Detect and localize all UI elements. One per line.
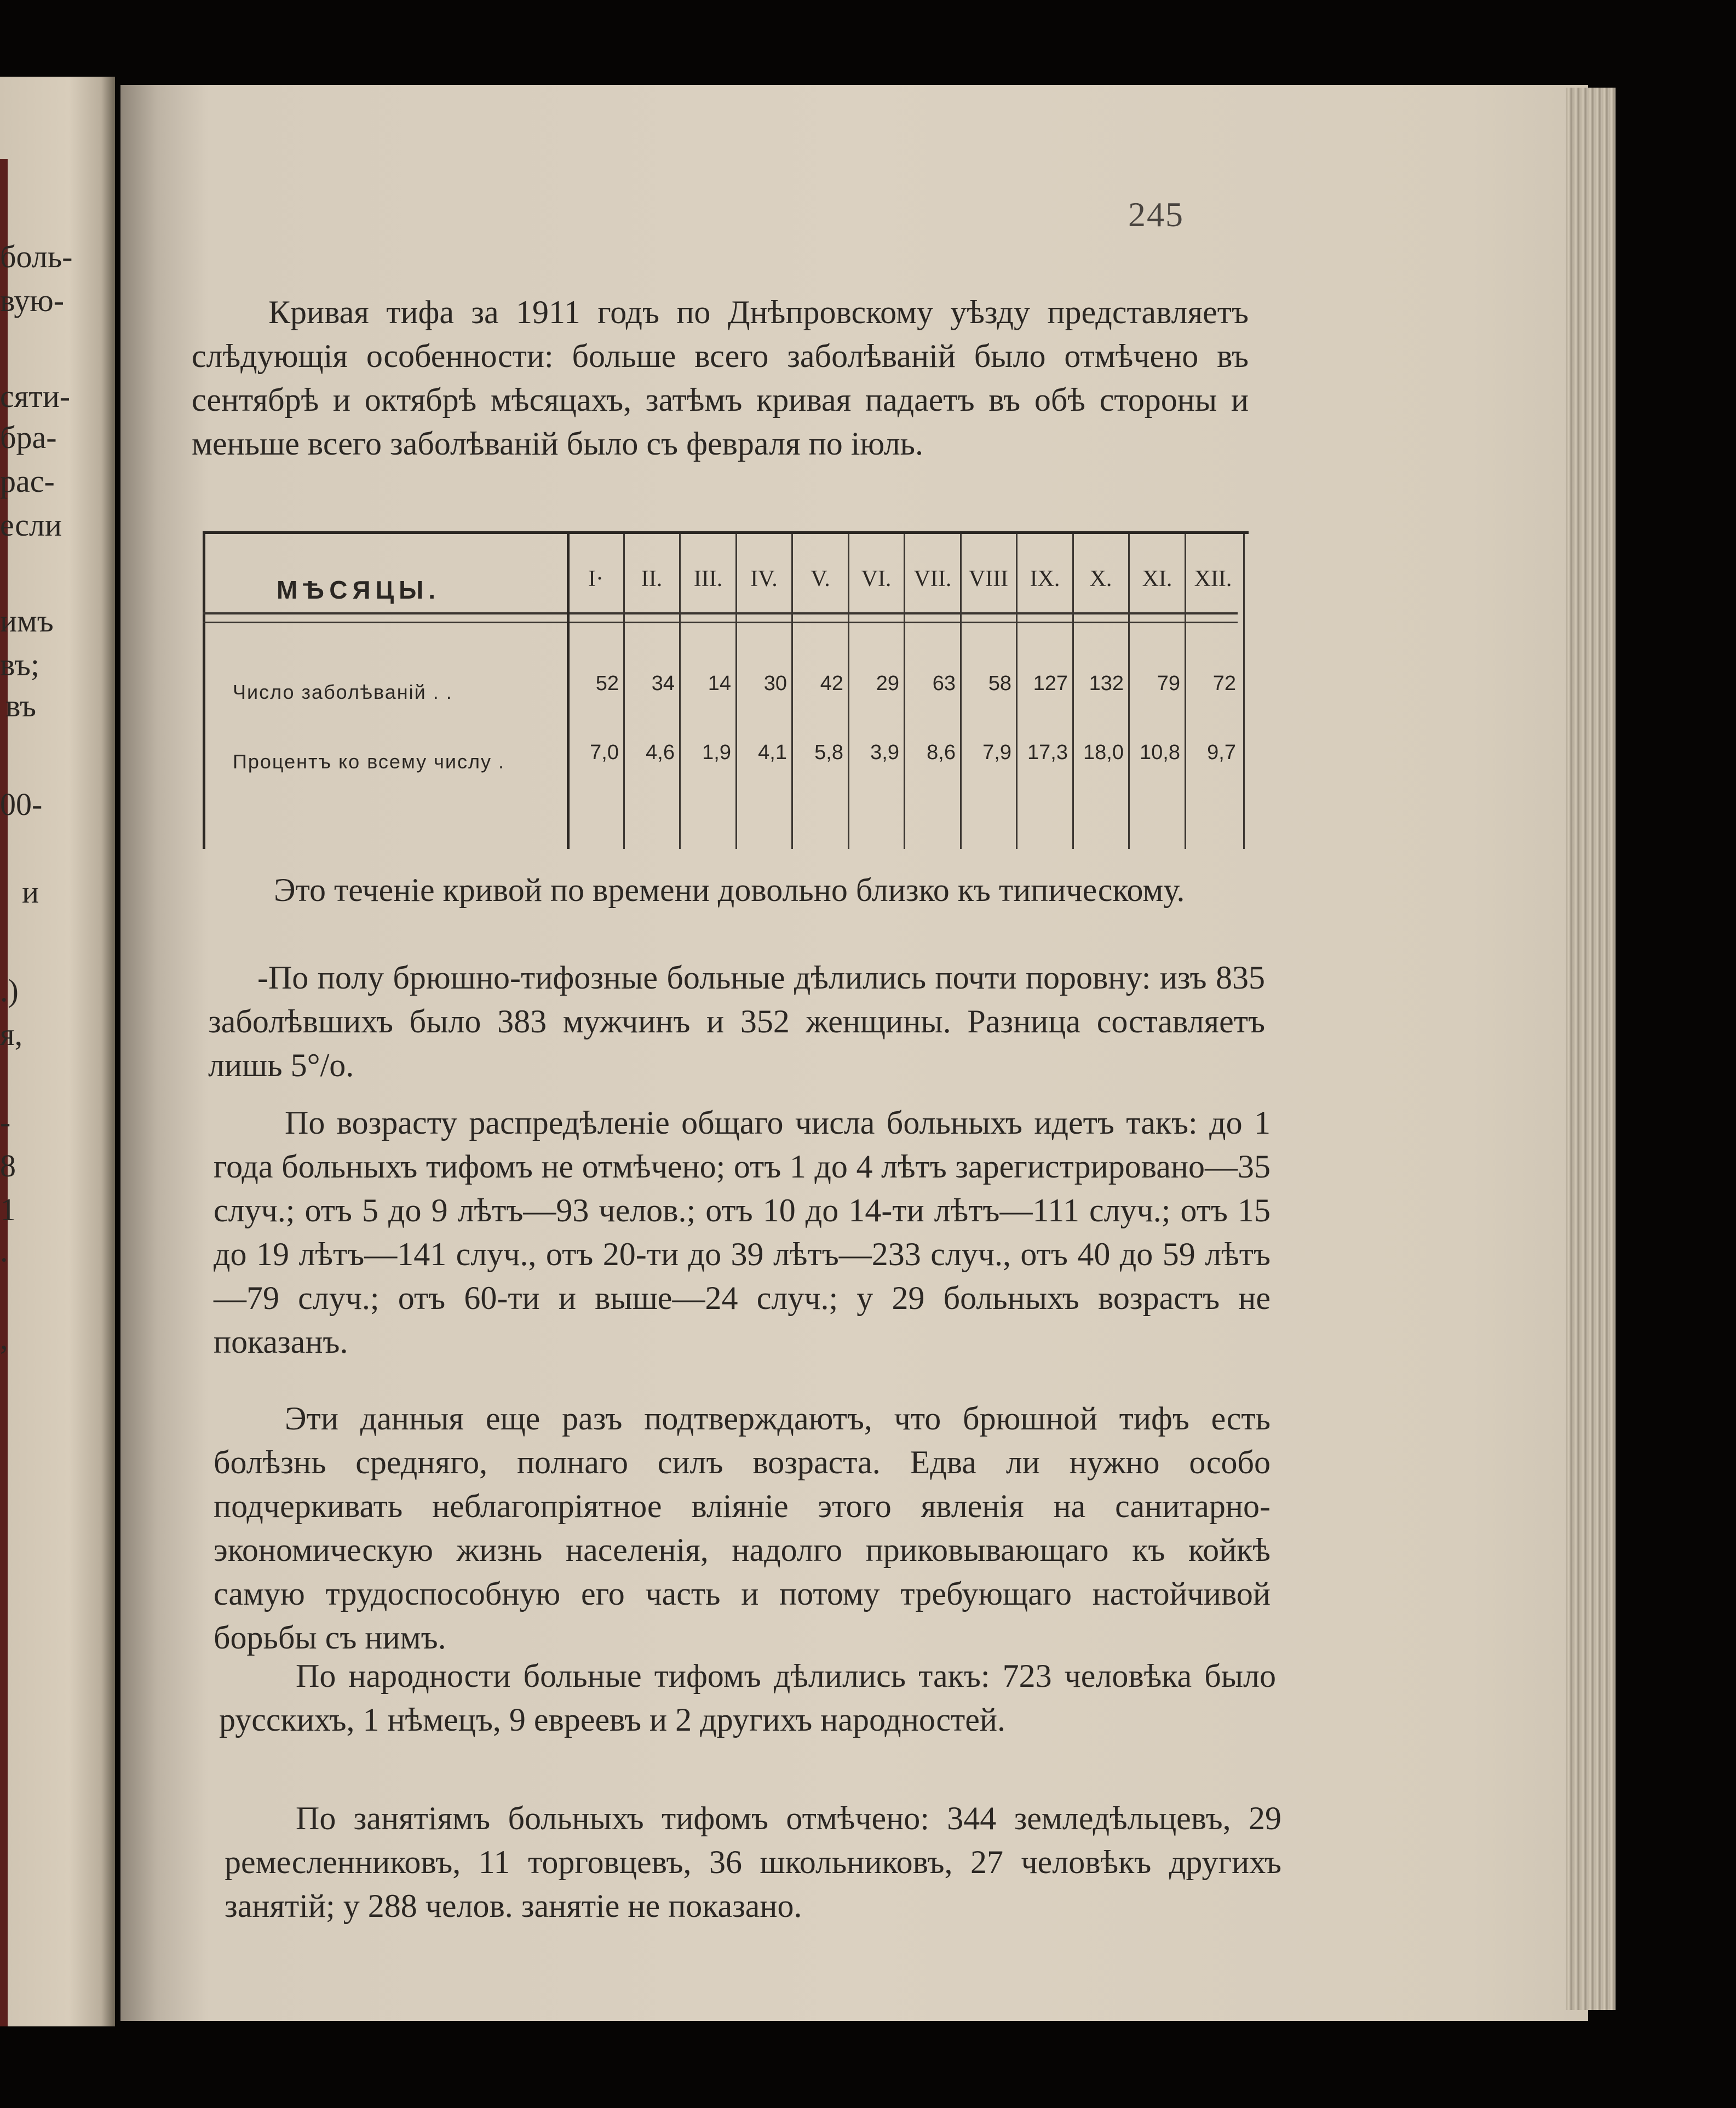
left-fragment: имъ (0, 603, 54, 639)
row-label-cases: Число заболѣваній . . (233, 681, 453, 703)
paragraph-by-sex: -По полу брюшно-тифозные больные дѣлились почти поровну: изъ 835 заболѣвшихъ было 383 мужчинъ и 352 женщины. Разница составляетъ лишь 5°/о. (208, 960, 1265, 1083)
left-page (0, 77, 115, 2026)
month-header: III. (693, 566, 723, 591)
table-cell: 42 (820, 672, 843, 695)
paragraph-by-age: По возрасту распредѣленіе общаго числа больныхъ идетъ такъ: до 1 года больныхъ тифомъ не отмѣчено; отъ 1 до 4 лѣтъ зарегистрировано—35 случ.; отъ 5 до 9 лѣтъ—93 челов.; отъ 10 до 14-ти лѣтъ—111 случ.; отъ 15 до 19 лѣтъ—141 случ., отъ 20-ти до 39 лѣтъ—233 случ., отъ 40 до 59 лѣтъ—79 случ.; отъ 60-ти и выше—24 случ.; у 29 больныхъ возрастъ не показанъ. (214, 1105, 1271, 1360)
left-fragment: если (0, 507, 62, 543)
table-header-rule (203, 612, 1238, 614)
left-fragment: 00- (0, 786, 43, 822)
table-cell: 14 (708, 672, 731, 695)
table-cell: 7,9 (982, 741, 1011, 764)
table-cell: 18,0 (1083, 741, 1124, 764)
paragraph-typical-course: Это теченіе кривой по времени довольно близко къ типическому. (274, 872, 1185, 908)
month-header: IX. (1030, 566, 1060, 591)
paragraph-by-occupation: По занятіямъ больныхъ тифомъ отмѣчено: 344 земледѣльцевъ, 29 ремесленниковъ, 11 торговцевъ, 36 школьниковъ, 27 человѣкъ другихъ занятій; у 288 челов. занятіе не показано. (225, 1800, 1281, 1924)
table-cell: 34 (651, 672, 675, 695)
table-cell: 17,3 (1027, 741, 1068, 764)
table-cell: 8,6 (927, 741, 956, 764)
left-fragment: 8 (0, 1148, 16, 1184)
table-cell: 1,9 (702, 741, 731, 764)
table-cell: 52 (595, 672, 619, 695)
column-rule (1243, 534, 1245, 849)
paragraph-by-nationality: По народности больные тифомъ дѣлились такъ: 723 человѣка было русскихъ, 1 нѣмецъ, 9 евреевъ и 2 другихъ народностей. (219, 1658, 1276, 1738)
left-fragment: въ (5, 688, 36, 723)
table-header-label: МѢСЯЦЫ. (277, 576, 440, 604)
table-header-rule (203, 622, 1238, 623)
month-header: VI. (861, 566, 892, 591)
month-header: II. (641, 566, 663, 591)
table-cell: 63 (932, 672, 956, 695)
left-fragment: 1 (0, 1192, 16, 1227)
left-fragment: и (22, 874, 39, 910)
left-fragment: въ; (0, 647, 40, 682)
row-label-percent: Процентъ ко всему числу . (233, 750, 505, 773)
left-fragment: бра- (0, 420, 57, 455)
month-header: VIII (968, 566, 1009, 591)
monthly-cases-table (203, 531, 1249, 849)
left-fragment: сяти- (0, 378, 71, 414)
table-cell: 29 (876, 672, 899, 695)
table-cell: 127 (1033, 672, 1068, 695)
page-edges (1566, 88, 1616, 2010)
table-cell: 79 (1157, 672, 1180, 695)
month-header: X. (1089, 566, 1112, 591)
month-header: IV. (750, 566, 778, 591)
table-cell: 10,8 (1140, 741, 1180, 764)
table-cell: 7,0 (590, 741, 619, 764)
left-fragment: .) (0, 973, 19, 1008)
table-cell: 58 (988, 672, 1011, 695)
month-header: XI. (1142, 566, 1172, 591)
month-header: VII. (913, 566, 952, 591)
left-fragment: боль- (0, 239, 73, 274)
table-left-rule (203, 534, 205, 849)
table-cell: 3,9 (870, 741, 899, 764)
left-fragment: я, (0, 1016, 23, 1052)
table-cell: 30 (763, 672, 787, 695)
paragraph-middle-age: Эти данныя еще разъ подтверждаютъ, что брюшной тифъ есть болѣзнь средняго, полнаго силъ возраста. Едва ли нужно особо подчеркивать неблагопріятное вліяніе этого явленія на санитарно-экономическую жизнь населенія, надолго приковывающаго къ койкѣ самую трудоспособную его часть и потому требующаго настойчивой борьбы съ нимъ. (214, 1400, 1271, 1656)
month-header: V. (810, 566, 830, 591)
left-fragment: - (0, 1104, 11, 1140)
table-cell: 9,7 (1207, 741, 1236, 764)
page-number: 245 (1128, 195, 1184, 234)
left-fragment: рас- (0, 463, 55, 499)
left-fragment: . (0, 1233, 8, 1268)
table-cell: 4,1 (758, 741, 787, 764)
table-cell: 5,8 (814, 741, 843, 764)
month-header: XII. (1194, 566, 1232, 591)
left-fragment: , (0, 1320, 8, 1356)
table-cell: 72 (1212, 672, 1236, 695)
left-fragment: вую- (0, 283, 65, 318)
month-header: I· (588, 566, 603, 591)
table-cell: 132 (1089, 672, 1124, 695)
table-cell: 4,6 (646, 741, 675, 764)
paragraph-typhus-curve: Кривая тифа за 1911 годъ по Днѣпровскому уѣзду представляетъ слѣдующія особенности: больше всего заболѣваній было отмѣчено въ сентябрѣ и октябрѣ мѣсяцахъ, затѣмъ кривая падаетъ въ обѣ стороны и меньше всего заболѣваній было съ февраля по іюль. (192, 294, 1249, 462)
